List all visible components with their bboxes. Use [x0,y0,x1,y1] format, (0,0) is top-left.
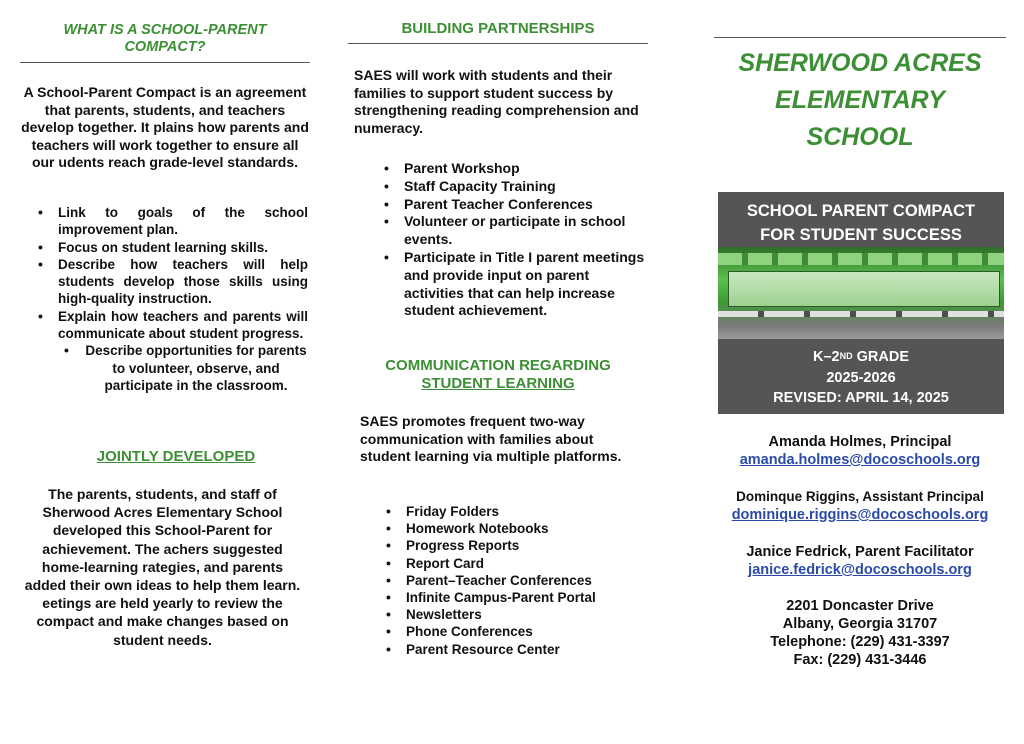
grade-level: K–2ND GRADE [812,349,909,365]
compact-goals-list [58,204,308,394]
email-link[interactable]: janice.fedrick@docoschools.org [748,562,972,578]
communication-heading: COMMUNICATION REGARDING STUDENT LEARNING [385,357,611,392]
compact-banner [718,192,1004,414]
contact-assistant-principal: Dominque Riggins, Assistant Principal dominique.riggins@docoschools.org [708,488,1012,524]
divider [348,43,648,44]
list-item: • Progress Reports [406,537,646,554]
revised-date: REVISED: APRIL 14, 2025 [773,390,949,406]
communication-platforms-list [406,503,646,658]
fax: Fax: (229) 431-3446 [793,652,927,668]
contact-principal: Amanda Holmes, Principal amanda.holmes@docoschools.org [708,433,1012,469]
list-item: • Phone Conferences [406,623,646,640]
list-item: • Explain how teachers and parents will communicate about student progress. [58,308,308,343]
list-item: • Parent Workshop [404,160,648,178]
telephone: Telephone: (229) 431-3397 [770,634,950,650]
list-item: • Describe how teachers will help students develop those skills using high-quality instruction. [58,256,308,308]
list-item: • Focus on student learning skills. [58,239,308,256]
divider [714,37,1006,38]
divider [20,62,310,63]
partnerships-intro: SAES will work with students and their families to support student success by strengthening reading comprehension and numeracy. [354,67,639,136]
what-is-compact-heading: WHAT IS A SCHOOL-PARENT COMPACT? [63,22,267,55]
building-partnerships-heading: BUILDING PARTNERSHIPS [401,20,595,37]
list-item: • Infinite Campus-Parent Portal [406,589,646,606]
list-item: • Friday Folders [406,503,646,520]
partnerships-list [404,160,648,320]
school-name: SHERWOOD ACRES ELEMENTARY SCHOOL [738,49,982,151]
contact-parent-facilitator: Janice Fedrick, Parent Facilitator janice.fedrick@docoschools.org [708,543,1012,579]
list-item: • Participate in Title I parent meetings and provide input on parent activities that can help increase student achievement. [404,249,648,320]
banner-title: SCHOOL PARENT COMPACT FOR STUDENT SUCCESS [746,202,976,244]
email-link[interactable]: amanda.holmes@docoschools.org [739,452,981,468]
list-item: • Parent–Teacher Conferences [406,572,646,589]
communication-intro: SAES promotes frequent two-way communication with families about student learning via multiple platforms. [360,413,622,464]
list-item: • Volunteer or participate in school events. [404,213,648,249]
list-item: • Homework Notebooks [406,520,646,537]
school-year: 2025-2026 [826,369,896,386]
list-item: • Describe opportunities for parents to volunteer, observe, and participate in the classroom. [84,342,308,394]
list-item: • Parent Teacher Conferences [404,196,648,214]
school-building-photo [718,247,1004,339]
list-item: • Link to goals of the school improvement plan. [58,204,308,239]
grade-info [718,347,1004,409]
school-sign-image [728,271,1000,307]
steps [718,311,1004,317]
school-address: 2201 Doncaster Drive Albany, Georgia 31707 Telephone: (229) 431-3397 Fax: (229) 431-3446 [708,597,1012,669]
jointly-developed-heading: JOINTLY DEVELOPED [96,448,256,465]
compact-intro: A School-Parent Compact is an agreement that parents, students, and teachers develop together. It plains how parents and teachers will work together to ensure all our udents reach grade-level standards. [21,84,309,170]
window-strip [718,253,1004,265]
list-item: • Staff Capacity Training [404,178,648,196]
jointly-developed-text: The parents, students, and staff of Sherwood Acres Elementary School developed this School-Parent for achievement. The achers suggested home-learning rategies, and parents added their own ideas to help them learn. eetings are held yearly to review the compact and make changes based on student needs. [24,486,301,648]
list-item: • Parent Resource Center [406,641,646,658]
list-item: • Newsletters [406,606,646,623]
email-link[interactable]: dominique.riggins@docoschools.org [731,507,989,523]
list-item: • Report Card [406,555,646,572]
